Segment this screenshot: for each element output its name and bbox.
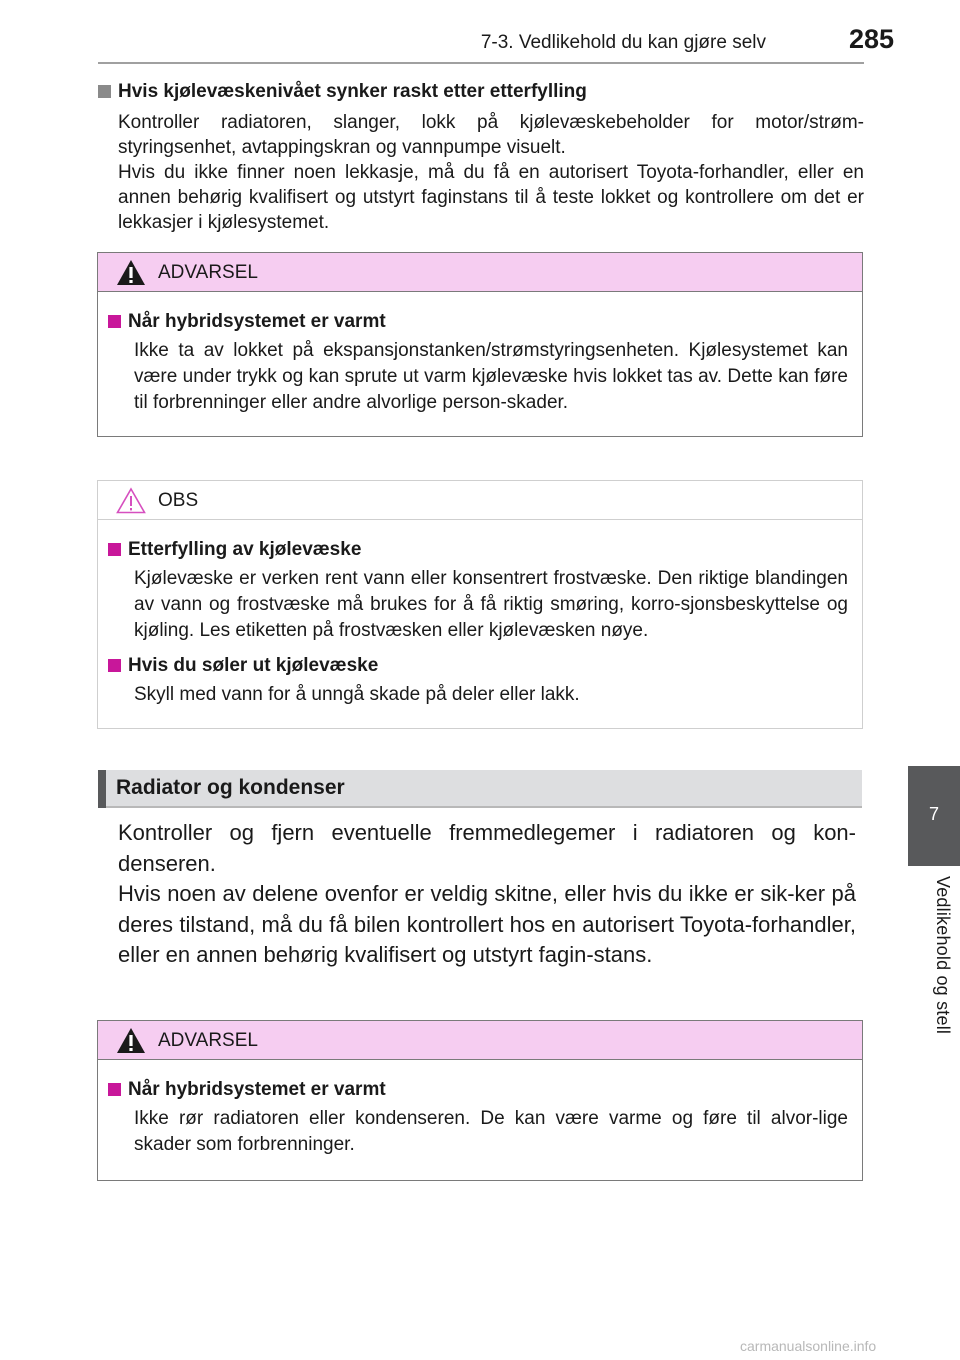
square-bullet-icon [108,659,121,672]
chapter-number: 7 [928,804,939,824]
warning-triangle-icon [116,259,146,286]
warning-header [98,253,862,292]
section-paragraph: Hvis noen av delene ovenfor er veldig skitne, eller hvis du ikke er sik-ker på deres tilstand, må du få bilen kontrollert hos en autorisert Toyota-forhandler, eller en annen behørig kvalifisert og utstyrt fagin-stans. [118,881,856,967]
warning-triangle-icon [116,1027,146,1054]
intro-block [98,80,864,235]
square-bullet-icon [108,1083,121,1096]
intro-heading: Hvis kjølevæskenivået synker raskt etter etterfylling [98,80,864,104]
page-header [0,0,960,64]
square-bullet-icon [108,543,121,556]
warning-heading: Når hybridsystemet er varmt [108,310,848,334]
notice-header [98,481,862,520]
warning-text: Ikke rør radiatoren eller kondenseren. De kan være varme og føre til alvor-lige skader som forbrenninger. [134,1108,848,1155]
watermark: carmanualsonline.info [740,1338,877,1354]
section-accent [98,770,106,808]
notice-text: Skyll med vann for å unngå skade på deler eller lakk. [134,684,580,705]
warning-label: ADVARSEL [158,262,258,283]
notice-item [108,538,848,644]
section-heading-bar [98,770,862,808]
section-title: Radiator og kondenser [116,776,345,799]
section-paragraph: Kontroller og fjern eventuelle fremmedlegemer i radiatoren og kon-denseren. [118,820,856,876]
chapter-tab[interactable] [908,766,960,866]
warning-label: ADVARSEL [158,1030,258,1051]
notice-heading: Hvis du søler ut kjølevæske [108,654,848,678]
warning-box [97,252,863,437]
notice-item [108,654,848,708]
intro-paragraph: Hvis du ikke finner noen lekkasje, må du få en autorisert Toyota-forhandler, eller en annen behørig kvalifisert og utstyrt faginstans til å teste lokket og kontrollere om det er lekkasjer i kjølesystemet. [118,162,864,233]
warning-box [97,1020,863,1181]
page-number: 285 [848,24,894,54]
square-bullet-icon [108,315,121,328]
notice-heading: Etterfylling av kjølevæske [108,538,848,562]
header-divider [98,62,864,64]
section-title: 7-3. Vedlikehold du kan gjøre selv [480,32,766,53]
chapter-label: Vedlikehold og stell [933,876,953,1035]
notice-text: Kjølevæske er verken rent vann eller konsentrert frostvæske. Den riktige blandingen av vann og frostvæske må brukes for å få riktig smøring, korro-sjonsbeskyttelse og kjøling. Les etiketten på frostvæsken eller kjølevæsken nøye. [134,568,848,641]
warning-header [98,1021,862,1060]
caution-triangle-icon [116,487,146,514]
warning-heading: Når hybridsystemet er varmt [108,1078,848,1102]
section-body [118,818,856,971]
notice-box [97,480,863,729]
square-bullet-icon [98,85,111,98]
notice-label: OBS [158,490,199,511]
warning-text: Ikke ta av lokket på ekspansjonstanken/strømstyringsenheten. Kjølesystemet kan være under trykk og kan sprute ut varm kjølevæske hvis lokket tas av. Dette kan føre til forbrenninger eller andre alvorlige person-skader. [134,340,848,413]
intro-paragraph: Kontroller radiatoren, slanger, lokk på kjølevæskebeholder for motor/strøm-styringsenhet, avtappingskran og vannpumpe visuelt. [118,112,864,158]
